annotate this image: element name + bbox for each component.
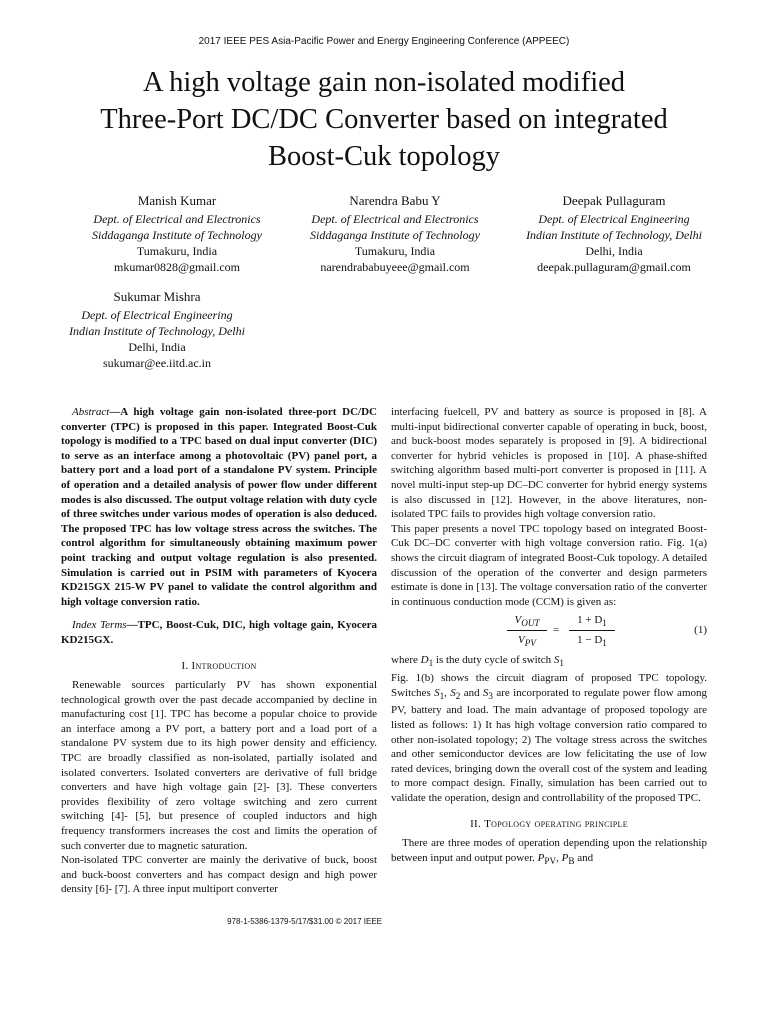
author-city: Tumakuru, India xyxy=(354,244,436,258)
author-email[interactable]: narendrababuyeee@gmail.com xyxy=(320,260,470,274)
author-email[interactable]: deepak.pullaguram@gmail.com xyxy=(537,260,691,274)
paper-title xyxy=(60,64,708,175)
author-block-3 xyxy=(496,193,732,275)
copyright-footer: 978-1-5386-1379-5/17/$31.00 © 2017 IEEE xyxy=(227,917,382,926)
author-institute: Indian Institute of Technology, Delhi xyxy=(526,228,702,242)
section-heading-introduction: I. Introduction xyxy=(181,659,257,672)
equation-rhs-numerator: $1 + D_1$ xyxy=(577,614,607,629)
author-institute: Siddaganga Institute of Technology xyxy=(92,228,262,242)
right-column xyxy=(391,405,707,869)
abstract-lead: Abstract xyxy=(72,406,110,418)
author-dept: Dept. of Electrical and Electronics xyxy=(311,212,479,226)
conference-header: 2017 IEEE PES Asia-Pacific Power and Energy Engineering Conference (APPEEC) xyxy=(198,36,570,47)
author-name: Sukumar Mishra xyxy=(113,289,201,304)
equation-lhs-numerator: $V_{OUT}$ xyxy=(514,614,540,629)
author-institute: Siddaganga Institute of Technology xyxy=(310,228,480,242)
author-dept: Dept. of Electrical and Electronics xyxy=(93,212,261,226)
author-city: Delhi, India xyxy=(128,340,186,354)
author-dept: Dept. of Electrical Engineering xyxy=(538,212,690,226)
author-dept: Dept. of Electrical Engineering xyxy=(81,308,233,322)
abstract xyxy=(61,405,377,609)
author-block-4 xyxy=(42,289,272,371)
author-city: Delhi, India xyxy=(585,244,643,258)
author-name: Manish Kumar xyxy=(137,193,217,208)
author-name: Deepak Pullaguram xyxy=(562,193,666,208)
abstract-text: —A high voltage gain non-isolated three-port DC/DC converter (TPC) is proposed in this paper. Integrated Boost-Cuk topology is modified to a TPC based on dual input converter (DIC) to serve as an interface among a photovoltaic (PV) panel port, a battery port and a load port of a standalone PV system. Principle of operation and a detailed analysis of power flow under different modes is also discussed. The output voltage relation with duty cycle of three switches under various modes of operation is also deduced. The proposed TPC has low voltage stress across the switches. The control algorithm for simultaneously obtaining maximum power point tracking and output voltage regulation is also presented. Simulation is carried out in PSIM with parameters of Kyocera KD215GX 215-W PV panel to validate the control algorithm and high voltage conversion ratio. xyxy=(61,406,377,608)
title-line-1: A high voltage gain non-isolated modified xyxy=(142,67,626,98)
index-terms-text: —TPC, Boost-Cuk, DIC, high voltage gain, Kyocera KD215GX. xyxy=(61,619,377,646)
equation-1: $V_{OUT}$ $V_{PV}$ = $1 + D_1$ $1 - D_1$ (1) xyxy=(391,611,707,651)
intro-paragraph-2: Non-isolated TPC converter are mainly the derivative of buck, boost and buck-boost converters and has compact design and high power density [6]- [7]. A three input multiport converter xyxy=(61,854,377,896)
equation-number: (1) xyxy=(694,624,707,637)
intro-paragraph-1: Renewable sources particularly PV has shown exponential technological growth over the past decade accompanied by decline in manufacturing cost [1]. TPC has become a popular choice to provide an interface among a PV port, a battery port and a load port of a standalone PV system due to its high power density and efficiency. TPC are broadly classified as non-isolated, partially isolated and isolated converters. Isolated converters are derivative of full bridge converters and have high voltage gain [2]- [3]. These converters provides flexibility of zero voltage switching and zero current switching [4]- [5], but presence of coupled inductors and high frequency transformers increases the cost and limits the operation of such converter due to magnetic saturation. xyxy=(61,679,377,852)
equation-lhs-denominator: $V_{PV}$ xyxy=(518,634,536,649)
section-heading-topology: II. Topology operating principle xyxy=(470,817,628,830)
right-paragraph-1: interfacing fuelcell, PV and battery as source is proposed in [8]. A multi-input bidirectional converter capable of operating in buck, boost, and buck-boost modes separately is proposed in [9]. A bidirectional converter for hybrid vehicles is proposed in [10]. A phase-shifted switching algorithm based multi-port converter is proposed in [11]. A novel multi-input step-up DC–DC converter for hybrid energy systems is also discussed in [12]. However, in the above literatures, non-isolated TPC fails to provides high voltage conversion ratio. xyxy=(391,406,707,521)
author-city: Tumakuru, India xyxy=(136,244,218,258)
author-block-1 xyxy=(62,193,292,275)
author-email[interactable]: mkumar0828@gmail.com xyxy=(113,260,241,274)
author-institute: Indian Institute of Technology, Delhi xyxy=(69,324,245,338)
right-paragraph-3: Fig. 1(b) shows the circuit diagram of proposed TPC topology. Switches $S_1$, $S_2$ and $S_3$ are incorporated to regulate power flow among PV, battery and load. The main advantage of proposed topology are listed as follows: 1) It has high voltage conversion ratio compared to other non-isolated topology; 2) The voltage stress across the switches and other semiconductor devices are low felicitating the use of low rated devices, bringing down the overall cost of the system and leading to more compact design. Finally, simulation has been carried out to validate the operation, design and controllability of the proposed TPC. xyxy=(391,672,707,805)
index-terms xyxy=(61,618,377,647)
equation-rhs-denominator: $1 - D_1$ xyxy=(577,634,607,649)
where-clause: where $D_1$ is the duty cycle of switch $S_1$ xyxy=(391,654,564,669)
right-paragraph-4: There are three modes of operation depending upon the relationship between input and output power. $P_{PV}$, $P_B$ and xyxy=(391,837,707,866)
right-paragraph-2: This paper presents a novel TPC topology based on integrated Boost-Cuk DC–DC converter with high voltage conversion ratio. Fig. 1(a) shows the circuit diagram of integrated Boost-Cuk topology. A detailed discussion of the operation of the converter and design parmeters estimate is done in [13]. The voltage conversation ratio of the converter in continuous conduction mode (CCM) is given as: xyxy=(391,522,707,608)
author-name: Narendra Babu Y xyxy=(349,193,441,208)
index-terms-lead: Index Terms xyxy=(72,619,127,632)
left-column xyxy=(61,405,377,897)
author-email[interactable]: sukumar@ee.iitd.ac.in xyxy=(102,356,212,370)
author-block-2 xyxy=(280,193,510,275)
title-line-2: Three-Port DC/DC Converter based on integrated xyxy=(100,104,668,135)
title-line-3: Boost-Cuk topology xyxy=(268,141,500,172)
